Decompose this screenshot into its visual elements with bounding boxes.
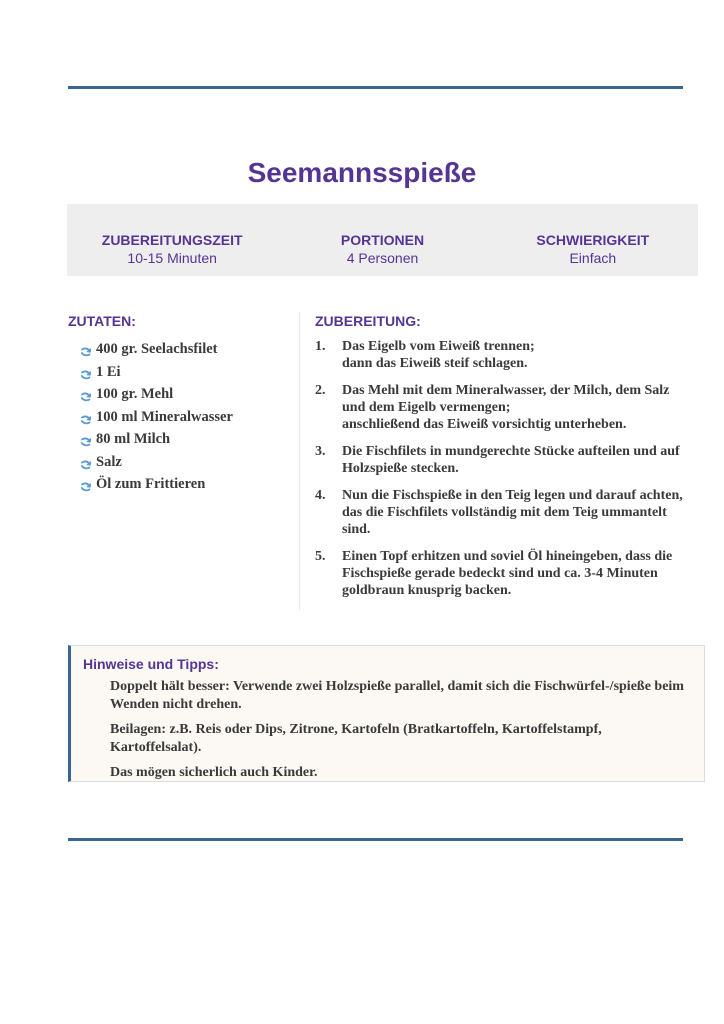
ingredient-item bbox=[80, 361, 296, 384]
info-label: PORTIONEN bbox=[340, 232, 425, 248]
tip-paragraph: Das mögen sicherlich auch Kinder. bbox=[110, 765, 318, 780]
ingredient-item bbox=[80, 473, 296, 496]
step-number: 1. bbox=[315, 339, 326, 354]
step-text: Das Eigelb vom Eiweiß trennen; dann das Eiweiß steif schlagen. bbox=[342, 339, 535, 371]
curved-arrow-icon bbox=[80, 343, 92, 355]
step-number: 4. bbox=[315, 488, 326, 503]
curved-arrow-icon bbox=[80, 411, 92, 423]
preparation-step bbox=[315, 487, 695, 538]
ingredient-text: 400 gr. Seelachsfilet bbox=[96, 341, 218, 357]
step-number: 2. bbox=[315, 383, 326, 398]
curved-arrow-icon bbox=[80, 456, 92, 468]
recipe-info-bar bbox=[67, 204, 698, 276]
step-text: Einen Topf erhitzen und soviel Öl hineingeben, dass die Fischspieße gerade bedeckt sind und ca. 3-4 Minuten goldbraun knusprig backen. bbox=[342, 549, 673, 598]
step-text: Das Mehl mit dem Mineralwasser, der Milch, dem Salz und dem Eigelb vermengen; anschließend das Eiweiß vorsichtig unterheben. bbox=[342, 383, 670, 432]
ingredient-text: Öl zum Frittieren bbox=[96, 476, 206, 492]
info-label: SCHWIERIGKEIT bbox=[536, 232, 650, 248]
info-prep-time bbox=[67, 204, 277, 276]
tip-paragraph: Doppelt hält besser: Verwende zwei Holzspieße parallel, damit sich die Fischwürfel-/spieße beim Wenden nicht drehen. bbox=[110, 679, 684, 712]
ingredients-section bbox=[68, 313, 296, 496]
preparation-heading: ZUBEREITUNG: bbox=[315, 313, 421, 329]
ingredient-text: Salz bbox=[96, 453, 122, 470]
ingredient-item bbox=[80, 428, 296, 451]
preparation-step bbox=[315, 443, 695, 477]
top-divider-rule bbox=[68, 86, 683, 89]
preparation-step bbox=[315, 338, 695, 372]
info-servings bbox=[277, 204, 487, 276]
info-label: ZUBEREITUNGSZEIT bbox=[101, 232, 243, 248]
tips-body bbox=[83, 678, 704, 782]
tips-box bbox=[68, 645, 705, 782]
bottom-divider-rule bbox=[68, 838, 683, 841]
ingredient-item bbox=[80, 338, 296, 361]
step-text: Die Fischfilets in mundgerechte Stücke aufteilen und auf Holzspieße stecken. bbox=[342, 444, 680, 476]
preparation-steps bbox=[315, 338, 695, 599]
ingredient-text: 1 Ei bbox=[96, 363, 121, 380]
ingredients-heading: ZUTATEN: bbox=[68, 313, 136, 329]
preparation-step bbox=[315, 548, 695, 599]
curved-arrow-icon bbox=[80, 433, 92, 445]
ingredient-item bbox=[80, 451, 296, 474]
tip-paragraph: Beilagen: z.B. Reis oder Dips, Zitrone, Kartofeln (Bratkartoffeln, Kartoffelstampf, Kartoffelsalat). bbox=[110, 722, 602, 755]
tips-heading: Hinweise und Tipps: bbox=[83, 656, 219, 672]
step-number: 3. bbox=[315, 444, 326, 459]
info-value: 4 Personen bbox=[346, 250, 419, 266]
ingredient-item bbox=[80, 406, 296, 429]
curved-arrow-icon bbox=[80, 388, 92, 400]
info-value: Einfach bbox=[569, 250, 617, 266]
curved-arrow-icon bbox=[80, 478, 92, 490]
preparation-section bbox=[315, 313, 695, 609]
preparation-step bbox=[315, 382, 695, 433]
ingredient-text: 100 gr. Mehl bbox=[96, 386, 174, 402]
step-text: Nun die Fischspieße in den Teig legen und darauf achten, das die Fischfilets vollständig mit dem Teig ummantelt sind. bbox=[342, 488, 683, 537]
ingredient-item bbox=[80, 383, 296, 406]
ingredient-text: 100 ml Mineralwasser bbox=[96, 408, 233, 425]
ingredient-text: 80 ml Milch bbox=[96, 431, 171, 447]
column-divider bbox=[299, 312, 300, 610]
info-value: 10-15 Minuten bbox=[127, 250, 217, 266]
ingredients-list bbox=[68, 338, 296, 496]
recipe-title: Seemannsspieße bbox=[247, 157, 477, 188]
curved-arrow-icon bbox=[80, 366, 92, 378]
step-number: 5. bbox=[315, 549, 326, 564]
info-difficulty bbox=[488, 204, 698, 276]
